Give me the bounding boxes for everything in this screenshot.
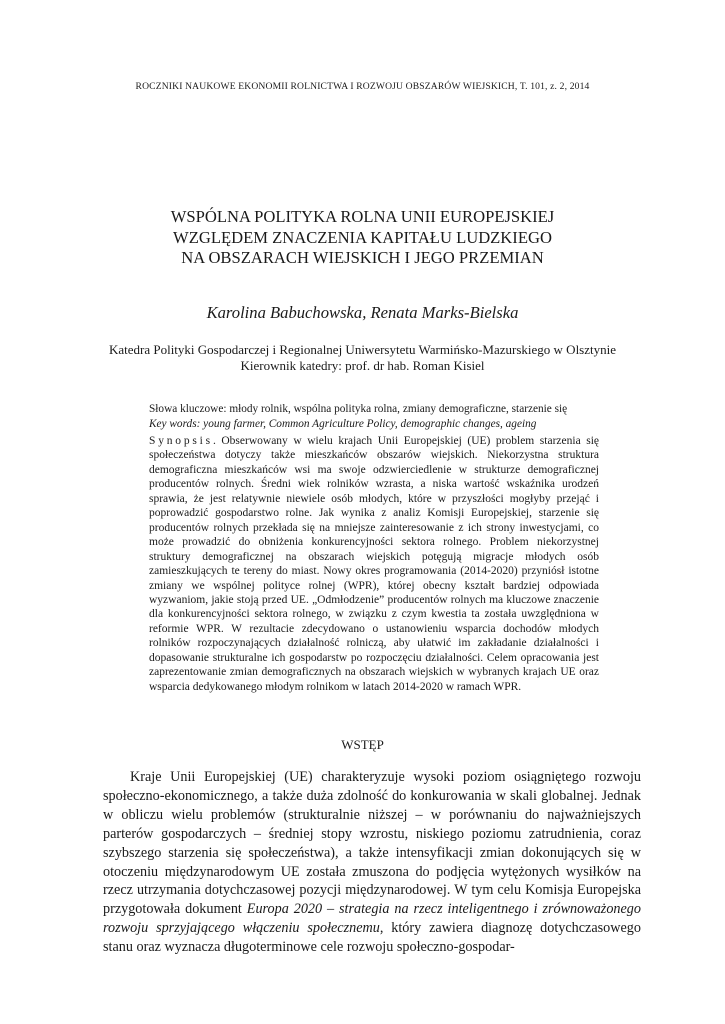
abstract xyxy=(149,434,599,694)
abstract-text: . Obserwowany w wielu krajach Unii Europejskiej (UE) problem starzenia się społeczeństwa dotyczy także mieszkańców obszarów wiejskich. Niekorzystna struktura demograficzna mieszkańców wsi ma swoje odzwierciedlenie w strukturze demograficznej producentów rolnych. Średni wiek rolników wzrasta, a niska wartość wskaźnika urodzeń sprawia, że jest relatywnie niewiele osób młodych, które w przyszłości mogłyby przejąć i poprowadzić gospodarstwo rolne. Jak wynika z analiz Komisji Europejskiej, starzenie się producentów rolnych przekłada się na mniejsze zainteresowanie z ich strony inwestycjami, co może prowadzić do obniżenia konkurencyjności sektora rolnego. Problem niekorzystnej struktury demograficznej na obszarach wiejskich potęgują migracje młodych osób zamieszkujących te tereny do miast. Nowy okres programowania (2014-2020) przyniósł istotne zmiany we wspólnej polityce rolnej (WPR), której obecny kształt bardziej odpowiada wyzwaniom, jakie stoją przed UE. „Odmłodzenie” producentów rolnych ma kluczowe znaczenie dla konkurencyjności sektora rolnego, w związku z czym kwestia ta została uwzględniona w reformie WPR. W rezultacie zdecydowano o ustanowieniu wsparcia dochodów młodych rolników rozpoczynających działalność rolniczą, aby ułatwić im zakładanie działalności i dopasowanie strukturalne ich gospodarstw po rozpoczęciu działalności. Celem opracowania jest zaprezentowanie zmian demograficznych na obszarach wiejskich w wybranych krajach UE oraz wsparcia dedykowanego młodym rolnikom w latach 2014-2020 w ramach WPR. xyxy=(149,435,599,693)
intro-italic: Europa 2020 – strategia na rzecz inteligentnego i zrównoważonego rozwoju sprzyjającego włączeniu społecznemu xyxy=(103,901,641,937)
intro-paragraph xyxy=(103,768,641,957)
affiliation-line: Katedra Polityki Gospodarczej i Regionalnej Uniwersytetu Warmińsko-Mazurskiego w Olsztynie xyxy=(108,342,617,357)
keywords xyxy=(149,402,609,431)
title-line: WSPÓLNA POLITYKA ROLNA UNII EUROPEJSKIEJ xyxy=(170,207,555,226)
keywords-en: Key words: young farmer, Common Agriculture Policy, demographic changes, ageing xyxy=(149,417,537,430)
intro-text-end: , który zawiera diagnozę dotychczasowego stanu oraz wyznacza długoterminowe cele rozwoju społeczno-gospodar- xyxy=(103,920,641,956)
intro-text: Kraje Unii Europejskiej (UE) charakteryzuje wysoki poziom osiągniętego rozwoju społeczno-ekonomicznego, a także duża zdolność do konkurowania w skali globalnej. Jednak w obliczu wielu problemów (strukturalnie niższej – w porównaniu do najważniejszych parterów gospodarczych – średniej stopy wzrostu, niskiego poziomu zatrudnienia, coraz szybszego starzenia się społeczeństwa), a także intensyfikacji zmian dokonujących się w otoczeniu międzynarodowym UE została zmuszona do podjęcia wytężonych wysiłków na rzecz utrzymania dotychczasowej pozycji międzynarodowej. W tym celu Komisja Europejska przygotowała dokument xyxy=(103,769,641,918)
affiliation xyxy=(0,342,725,374)
affiliation-head: Kierownik katedry: prof. dr hab. Roman Kisiel xyxy=(240,358,485,373)
keywords-pl: Słowa kluczowe: młody rolnik, wspólna polityka rolna, zmiany demograficzne, starzenie się xyxy=(149,403,568,415)
title-line: WZGLĘDEM ZNACZENIA KAPITAŁU LUDZKIEGO xyxy=(173,227,552,247)
section-heading: WSTĘP xyxy=(341,737,384,752)
running-head: ROCZNIKI NAUKOWE EKONOMII ROLNICTWA I ROZWOJU OBSZARÓW WIEJSKICH, T. 101, z. 2, 2014 xyxy=(135,81,590,92)
abstract-label: Synopsis xyxy=(149,435,213,447)
paper-title xyxy=(0,207,725,269)
authors: Karolina Babuchowska, Renata Marks-Bielska xyxy=(206,303,519,322)
title-line: NA OBSZARACH WIEJSKICH I JEGO PRZEMIAN xyxy=(181,248,544,267)
